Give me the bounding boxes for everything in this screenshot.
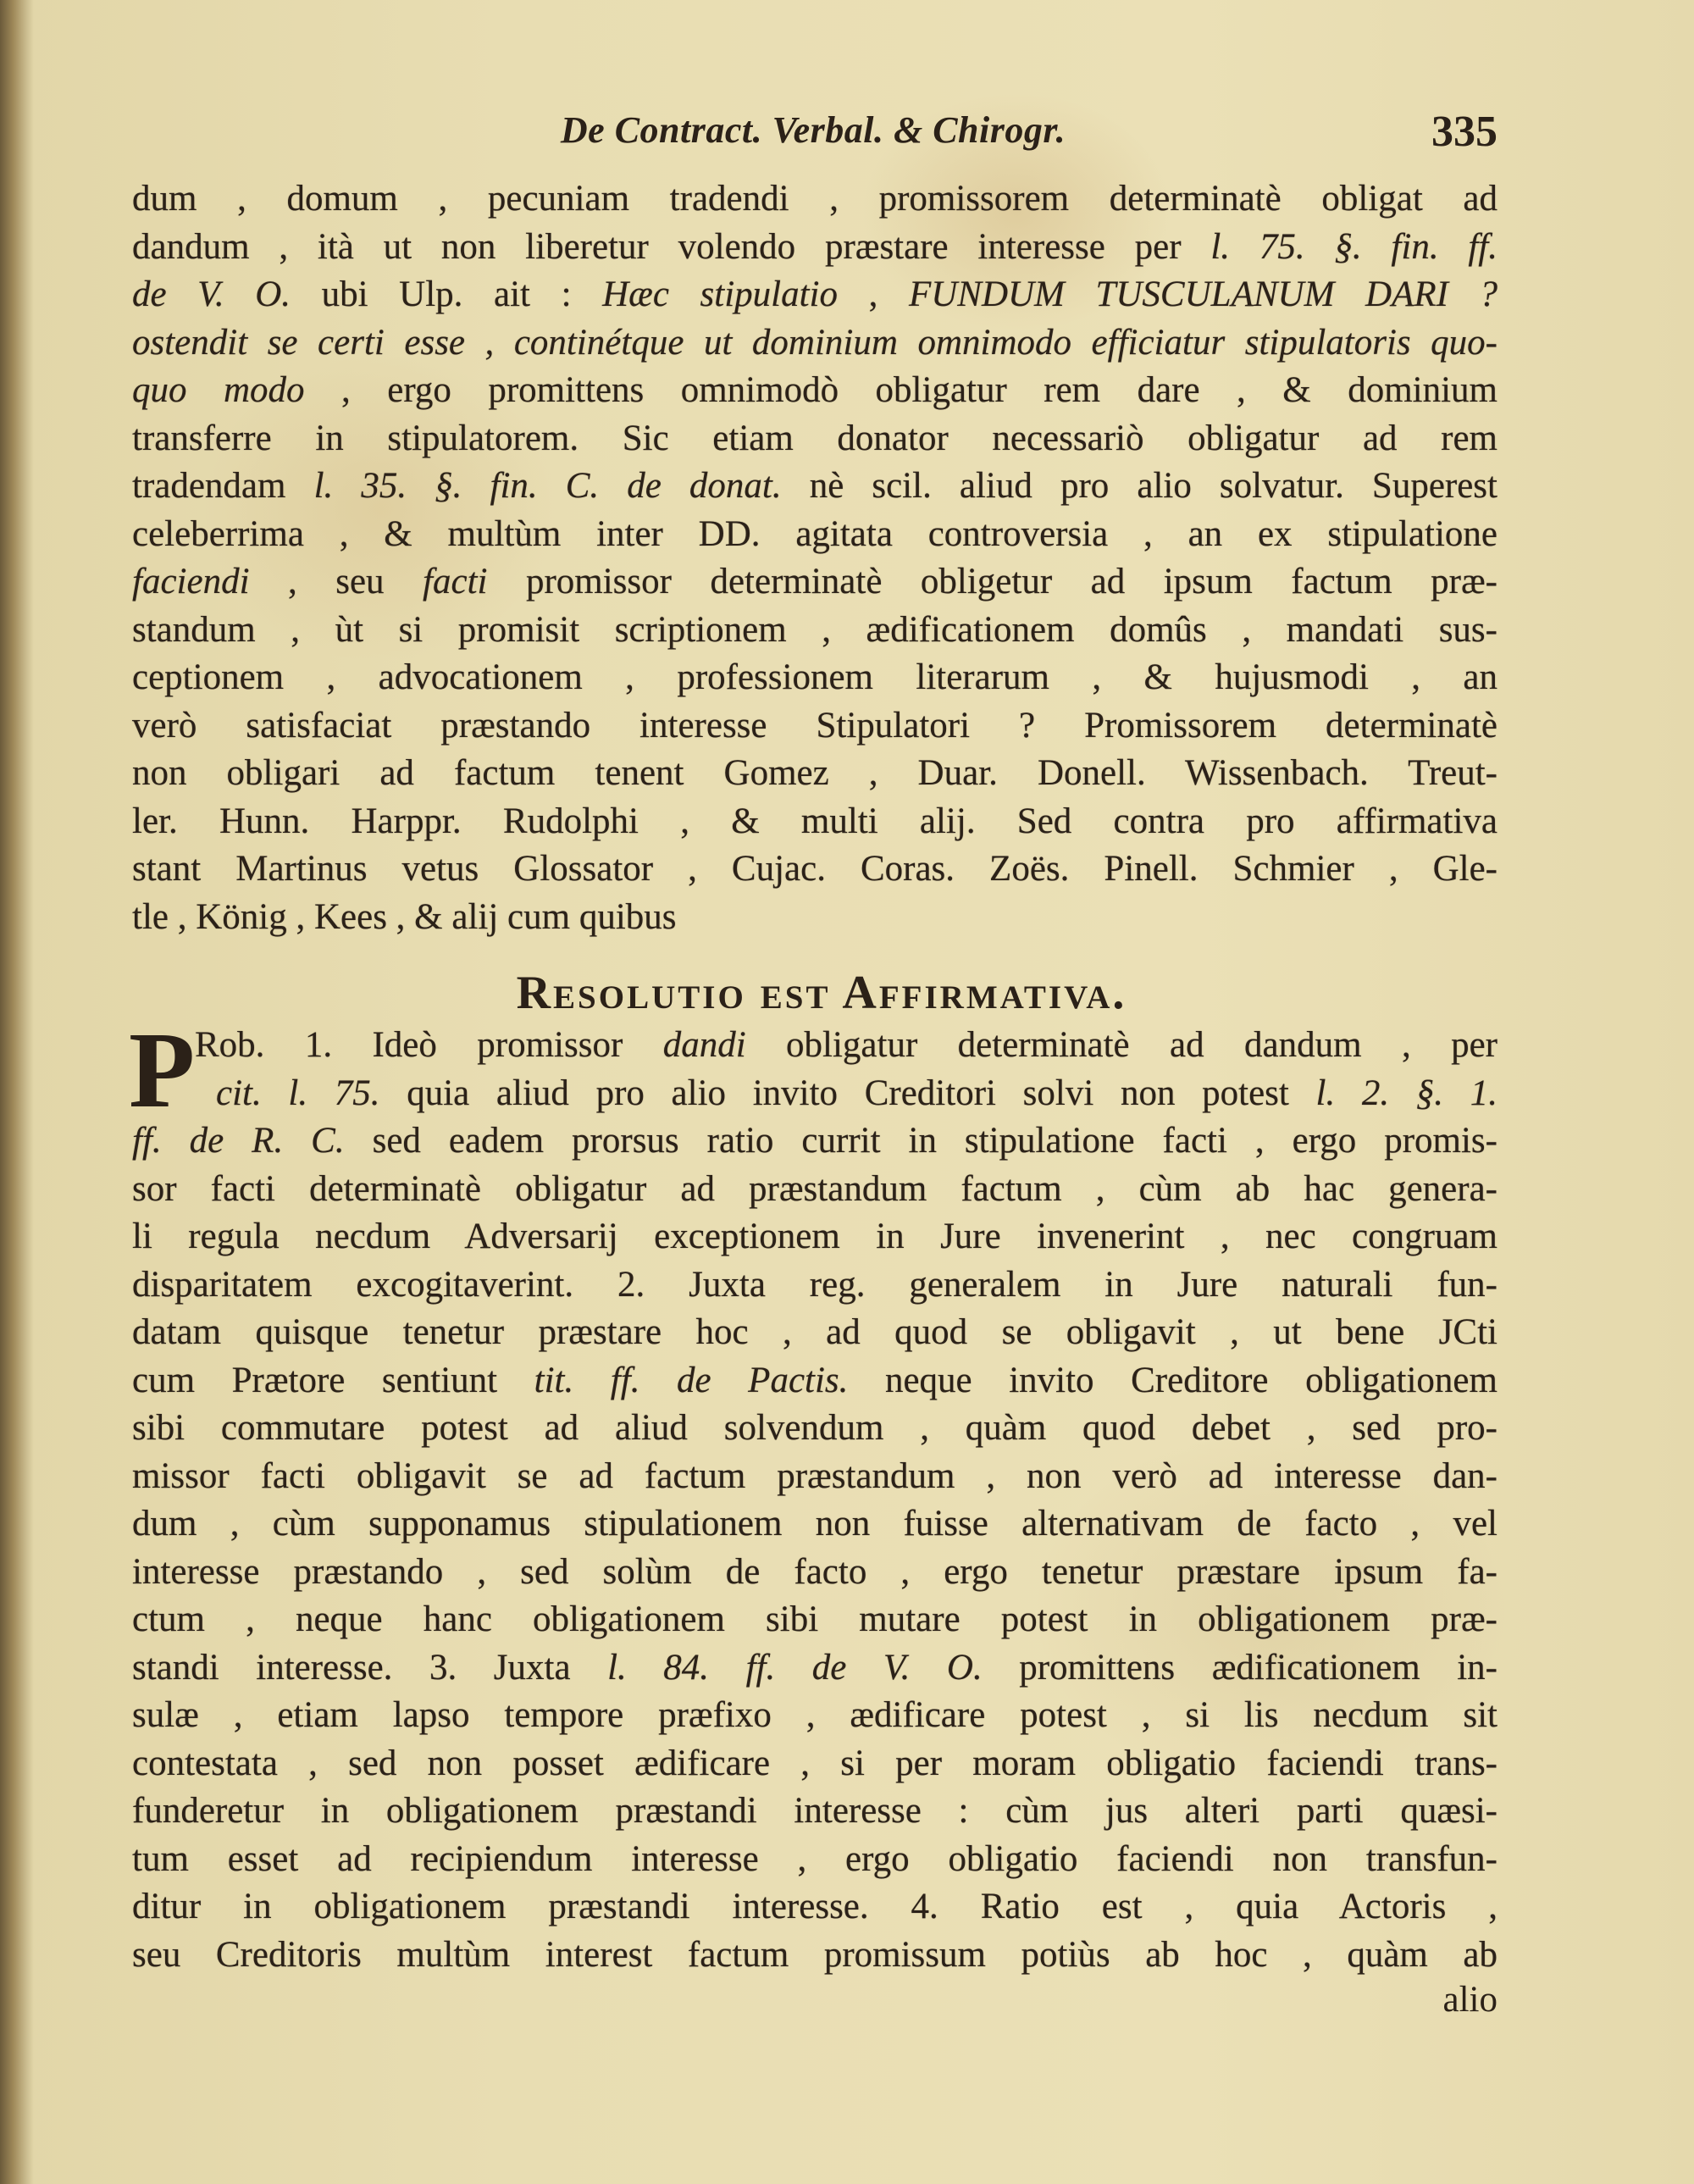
italic-citation: cit. l. 75.	[216, 1073, 380, 1113]
text-line	[132, 894, 1497, 942]
text-line	[132, 367, 1497, 415]
text-segment: tle , König , Kees , & alij cum quibus	[132, 896, 677, 937]
catchword: alio	[1442, 1980, 1497, 2020]
text-segment: seu Creditoris multùm interest factum promissum potiùs ab hoc , quàm ab	[132, 1934, 1497, 1975]
text-segment: , ergo promittens omnimodò obligatur rem dare , & dominium	[304, 370, 1497, 410]
text-segment: ctum , neque hanc obligationem sibi mutare potest in obligationem præ-	[132, 1599, 1497, 1639]
text-line	[132, 750, 1497, 798]
text-line	[132, 1213, 1497, 1261]
text-segment: non obligari ad factum tenent Gomez , Duar. Donell. Wissenbach. Treut-	[132, 753, 1497, 793]
book-binding-edge	[0, 0, 34, 2184]
text-line	[132, 798, 1497, 846]
running-title: De Contract. Verbal. & Chirogr.	[560, 109, 1066, 151]
text-segment: dum , domum , pecuniam tradendi , promissorem determinatè obligat ad	[132, 179, 1497, 219]
text-line	[132, 1836, 1497, 1884]
text-segment: promissor determinatè obligetur ad ipsum factum præ-	[487, 562, 1497, 601]
text-line	[132, 463, 1497, 511]
text-segment: ubi Ulp. ait :	[291, 274, 603, 314]
text-segment: contestata , sed non posset ædificare , si per moram obligatio faciendi trans-	[132, 1743, 1497, 1783]
text-segment: ,	[838, 274, 909, 314]
text-segment: standi interesse. 3. Juxta	[132, 1647, 608, 1688]
text-segment: Rob. 1. Ideò promissor	[195, 1025, 663, 1065]
text-segment: sor facti determinatè obligatur ad præstandum factum , cùm ab hac genera-	[132, 1168, 1497, 1209]
text-segment: cum Prætore sentiunt	[132, 1360, 534, 1400]
text-line	[132, 1166, 1497, 1214]
text-line	[132, 702, 1497, 751]
text-line	[132, 607, 1497, 655]
text-line	[132, 558, 1497, 607]
text-segment: missor facti obligavit se ad factum præstandum , non verò ad interesse dan-	[132, 1455, 1497, 1496]
text-segment: sed eadem prorsus ratio currit in stipulatione facti , ergo promis-	[344, 1121, 1497, 1161]
text-segment: datam quisque tenetur præstare hoc , ad quod se obligavit , ut bene JCti	[132, 1312, 1497, 1352]
text-segment: neque invito Creditore obligationem	[848, 1360, 1497, 1400]
italic-citation: Hæc stipulatio	[602, 274, 839, 314]
text-segment: obligatur determinatè ad dandum , per	[745, 1025, 1497, 1065]
text-segment: quia aliud pro alio invito Creditori solvi non potest	[379, 1073, 1316, 1113]
italic-citation: quo modo	[132, 370, 305, 410]
text-line	[132, 1596, 1497, 1644]
text-segment: tum esset ad recipiendum interesse , ergo obligatio faciendi non transfun-	[132, 1838, 1497, 1879]
text-line	[132, 1261, 1497, 1310]
text-line	[132, 1788, 1497, 1836]
text-line	[132, 1357, 1497, 1405]
text-segment: nè scil. aliud pro alio solvatur. Superest	[781, 466, 1497, 506]
drop-cap: P	[129, 1010, 196, 1130]
text-segment: interesse præstando , sed solùm de facto , ergo tenetur præstare ipsum fa-	[132, 1551, 1497, 1592]
italic-citation: facti	[423, 562, 488, 601]
text-segment: disparitatem excogitaverint. 2. Juxta reg. generalem in Jure naturali fun-	[132, 1264, 1497, 1305]
italic-citation: ostendit se certi esse , continétque ut dominium omnimodo efficiatur stipulatoris quo-	[132, 322, 1497, 363]
text-line	[132, 1644, 1497, 1693]
text-segment: transferre in stipulatorem. Sic etiam donator necessariò obligatur ad rem	[132, 418, 1497, 458]
italic-citation: ff. de R. C.	[132, 1121, 345, 1161]
text-line	[132, 1692, 1497, 1740]
text-segment: promittens ædificationem in-	[982, 1647, 1497, 1688]
text-segment: ditur in obligationem præstandi interesse. 4. Ratio est , quia Actoris ,	[132, 1887, 1497, 1926]
text-line	[132, 319, 1497, 368]
paragraph-2	[132, 1022, 1497, 1979]
page-number: 335	[1431, 108, 1497, 156]
text-line	[132, 845, 1497, 894]
text-segment: ceptionem , advocationem , professionem literarum , & hujusmodi , an	[132, 657, 1497, 697]
text-line	[132, 1309, 1497, 1357]
text-line	[132, 511, 1497, 559]
italic-citation: faciendi	[132, 562, 250, 601]
text-segment: verò satisfaciat præstando interesse Stipulatori ? Promissorem determinatè	[132, 705, 1497, 746]
text-segment: ler. Hunn. Harppr. Rudolphi , & multi alij. Sed contra pro affirmativa	[132, 801, 1497, 841]
text-line	[132, 1500, 1497, 1549]
text-segment: sulæ , etiam lapso tempore præfixo , ædificare potest , si lis necdum sit	[132, 1695, 1497, 1735]
text-line	[132, 1070, 1497, 1118]
text-line	[132, 1883, 1497, 1932]
text-line	[132, 271, 1497, 319]
italic-citation: l. 84. ff. de V. O.	[607, 1647, 983, 1688]
text-segment: standum , ùt si promisit scriptionem , ædificationem domûs , mandati sus-	[132, 609, 1497, 650]
text-line	[132, 1549, 1497, 1597]
italic-citation: tit. ff. de Pactis.	[534, 1360, 849, 1400]
text-line	[132, 175, 1497, 224]
text-segment: funderetur in obligationem præstandi interesse : cùm jus alteri parti quæsi-	[132, 1791, 1497, 1831]
text-line	[132, 1022, 1497, 1070]
italic-citation: l. 75. §. fin. ff.	[1210, 226, 1498, 267]
section-heading: Resolutio est Affirmativa.	[516, 967, 1127, 1019]
italic-citation: l. 2. §. 1.	[1315, 1073, 1497, 1113]
italic-citation: l. 35. §. fin. C. de donat.	[313, 466, 782, 506]
text-segment: sibi commutare potest ad aliud solvendum , quàm quod debet , sed pro-	[132, 1408, 1497, 1448]
text-line	[132, 1740, 1497, 1788]
paragraph-1	[132, 175, 1497, 941]
text-line	[132, 1405, 1497, 1453]
text-segment: celeberrima , & multùm inter DD. agitata controversia , an ex stipulatione	[132, 513, 1497, 554]
text-line	[132, 415, 1497, 463]
italic-citation: de V. O.	[132, 274, 291, 314]
text-line	[132, 1932, 1497, 1980]
text-line	[132, 1117, 1497, 1166]
text-segment: dandum , ità ut non liberetur volendo præstare interesse per	[132, 226, 1211, 267]
italic-citation: dandi	[662, 1025, 746, 1065]
italic-citation: FUNDUM TUSCULANUM DARI ?	[908, 274, 1497, 314]
text-line	[132, 224, 1497, 272]
text-line	[132, 654, 1497, 702]
text-segment: , seu	[249, 562, 424, 601]
text-segment: dum , cùm supponamus stipulationem non fuisse alternativam de facto , vel	[132, 1504, 1497, 1544]
text-segment: li regula necdum Adversarij exceptionem in Jure invenerint , nec congruam	[132, 1217, 1497, 1256]
text-segment: stant Martinus vetus Glossator , Cujac. Coras. Zoës. Pinell. Schmier , Gle-	[132, 849, 1497, 889]
text-line	[132, 1453, 1497, 1501]
text-segment: tradendam	[132, 466, 314, 506]
